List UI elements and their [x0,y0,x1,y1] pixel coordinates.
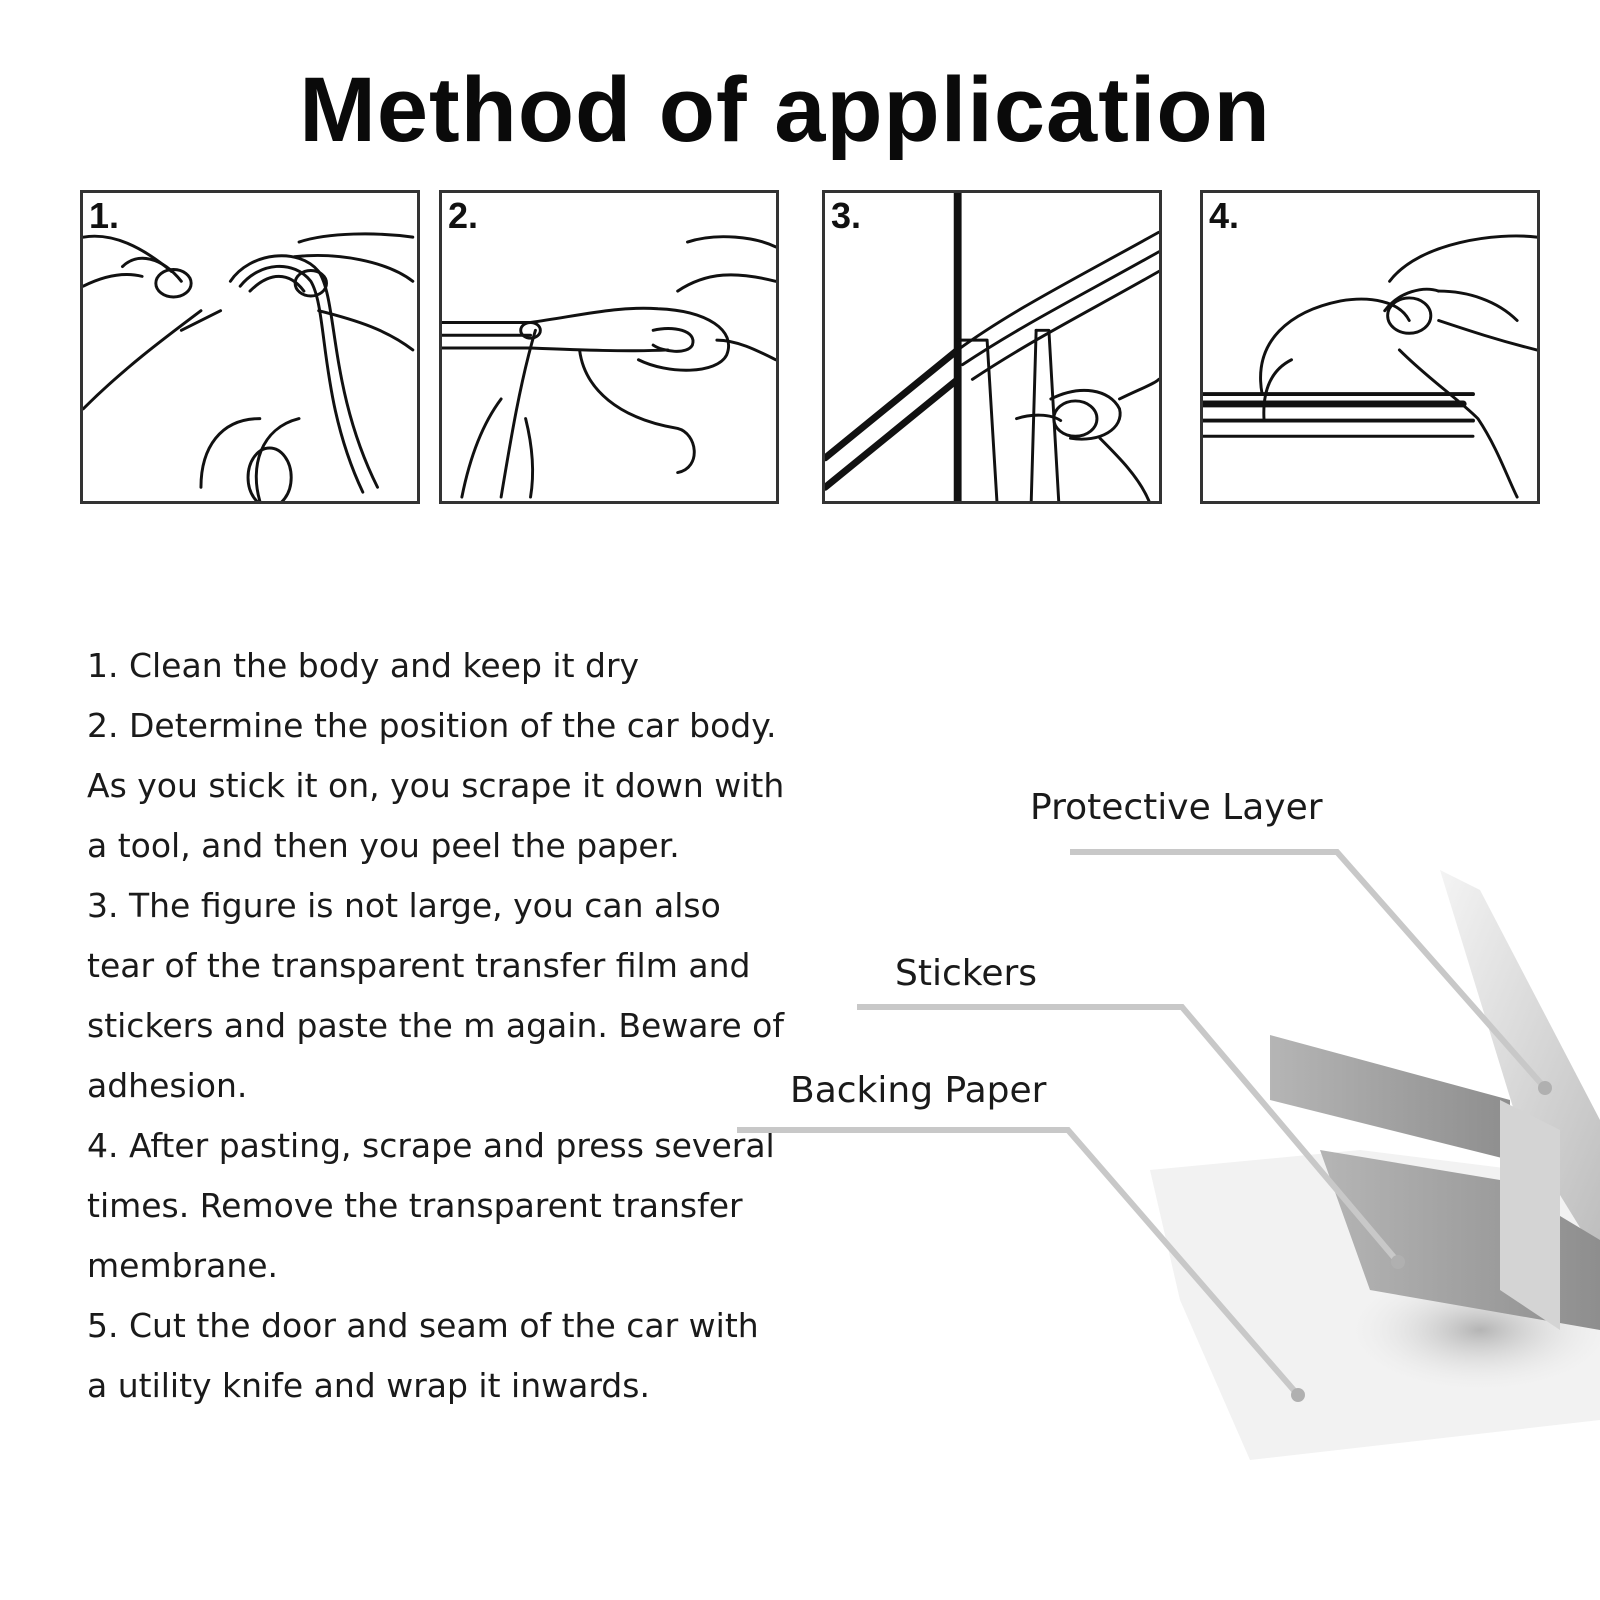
stickers-pin [1391,1255,1405,1269]
step-4-number: 4. [1209,195,1240,236]
instruction-step-1: 1. Clean the body and keep it dry [87,646,640,685]
backing-paper-pin [1291,1388,1305,1402]
protective-layer-label: Protective Layer [1030,787,1323,828]
step-3-number: 3. [831,195,862,236]
sticker-fold [1500,1100,1560,1330]
stickers-label: Stickers [895,953,1038,994]
instruction-step-4: 4. After pasting, scrape and press several times. Remove the transparent transfer membrane. [87,1126,775,1285]
step-1-number: 1. [89,195,120,236]
sticker-strip-upper [1270,1035,1510,1160]
instruction-step-2: 2. Determine the position of the car body. As you stick it on, you scrape it down with a tool, and then you peel the paper. [87,706,785,865]
backing-paper-label: Backing Paper [790,1070,1047,1111]
page-title: Method of application [299,59,1271,161]
instruction-step-5: 5. Cut the door and seam of the car with a utility knife and wrap it inwards. [87,1306,759,1405]
instruction-step-3: 3. The figure is not large, you can also tear of the transparent transfer film and stickers and paste the m again. Beware of adhesion. [87,886,784,1105]
step-2-number: 2. [448,195,479,236]
protective-layer-pin [1538,1081,1552,1095]
